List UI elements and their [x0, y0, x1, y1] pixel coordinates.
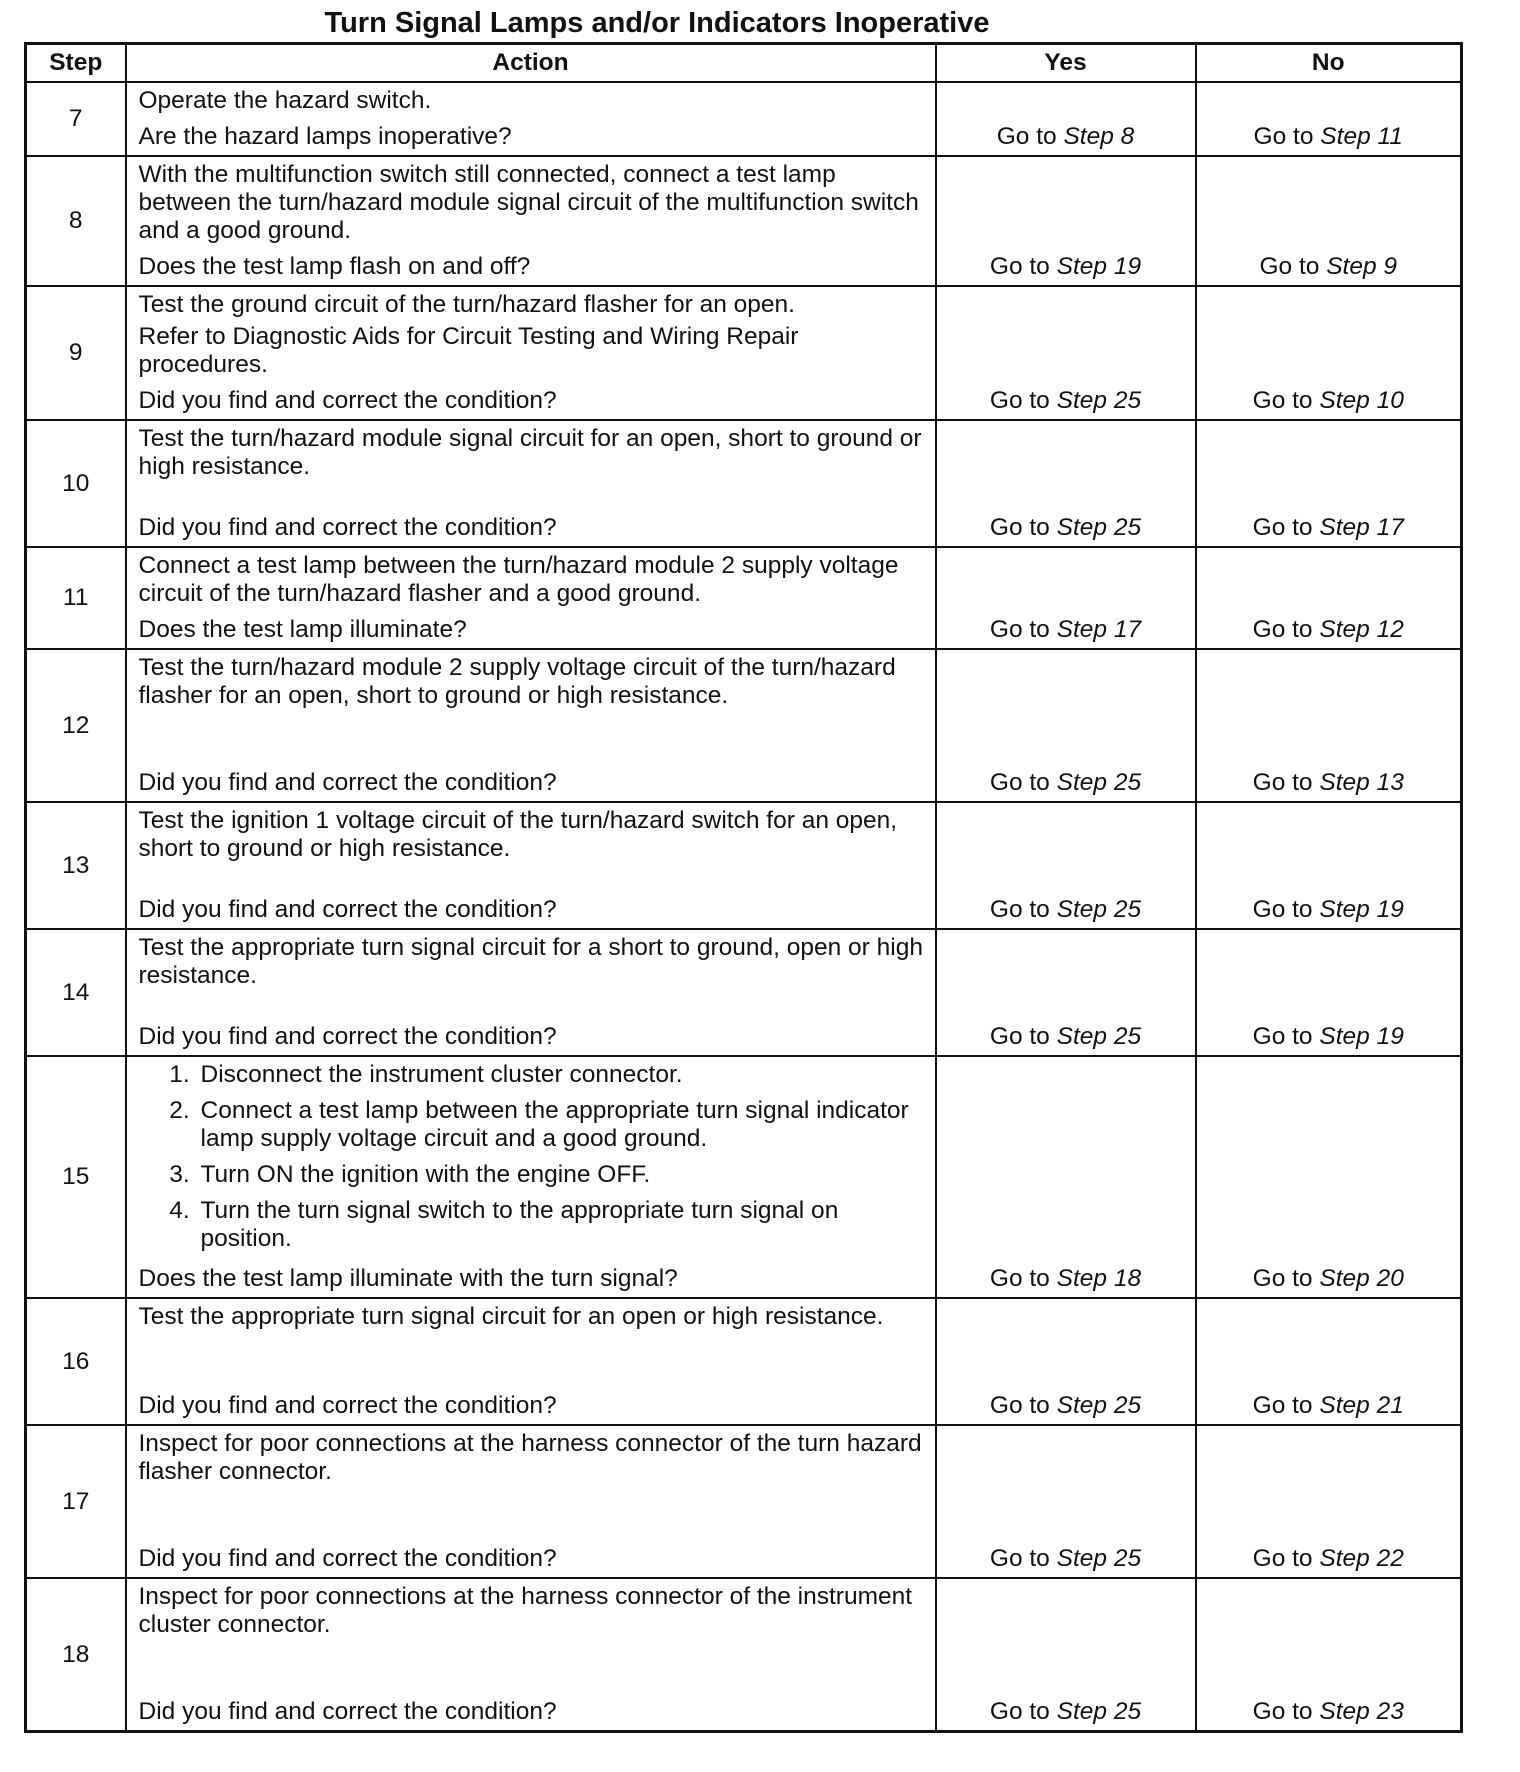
- column-header-action: Action: [126, 44, 936, 83]
- goto-prefix: Go to: [1252, 1023, 1313, 1050]
- goto-prefix: Go to: [1252, 1698, 1313, 1725]
- yes-result-cell: [936, 1056, 1196, 1298]
- table-row: [26, 1298, 1462, 1425]
- action-question: Did you find and correct the condition?: [138, 1392, 557, 1419]
- action-cell: [126, 802, 936, 929]
- procedure-list-item: 2. Connect a test lamp between the appropriate turn signal indicator lamp supply voltage circuit and a good ground.: [197, 1097, 925, 1153]
- table-row: [26, 802, 1462, 929]
- action-question: Does the test lamp flash on and off?: [138, 253, 531, 280]
- action-text: Refer to Diagnostic Aids for Circuit Testing and Wiring Repair procedures.: [138, 323, 799, 378]
- goto-prefix: Go to: [1252, 514, 1313, 541]
- goto-step-no: Step 19: [1319, 896, 1404, 923]
- yes-result-cell: [936, 420, 1196, 547]
- action-question: Did you find and correct the condition?: [138, 896, 557, 923]
- goto-prefix: Go to: [1259, 253, 1320, 280]
- goto-step-no: Step 17: [1319, 514, 1404, 541]
- no-result-cell: [1196, 547, 1462, 649]
- action-cell: [126, 1578, 936, 1732]
- action-question: Did you find and correct the condition?: [138, 514, 557, 541]
- goto-step-no: Step 23: [1319, 1698, 1404, 1725]
- yes-result-cell: [936, 547, 1196, 649]
- no-result-cell: [1196, 286, 1462, 420]
- no-result-cell: [1196, 420, 1462, 547]
- action-question: Does the test lamp illuminate with the turn signal?: [138, 1265, 678, 1292]
- action-cell: [126, 547, 936, 649]
- action-cell: [126, 1425, 936, 1578]
- document-page: [24, 4, 1460, 1733]
- action-cell: [126, 420, 936, 547]
- table-row: [26, 1578, 1462, 1732]
- goto-step-yes: Step 25: [1056, 387, 1142, 414]
- procedure-list-item: 3. Turn ON the ignition with the engine OFF.: [197, 1161, 925, 1189]
- action-text: With the multifunction switch still connected, connect a test lamp between the turn/hazard module signal circuit of the multifunction switch and a good ground.: [138, 161, 919, 244]
- action-text: Test the ground circuit of the turn/hazard flasher for an open.: [138, 291, 795, 318]
- goto-prefix: Go to: [996, 123, 1057, 150]
- goto-prefix: Go to: [989, 1392, 1050, 1419]
- yes-result-cell: [936, 649, 1196, 802]
- no-result-cell: [1196, 802, 1462, 929]
- no-result-cell: [1196, 1298, 1462, 1425]
- step-number: 12: [26, 649, 126, 802]
- no-result-cell: [1196, 1578, 1462, 1732]
- action-cell: [126, 156, 936, 286]
- action-question: Did you find and correct the condition?: [138, 1545, 557, 1572]
- goto-prefix: Go to: [1252, 769, 1313, 796]
- goto-prefix: Go to: [989, 1545, 1050, 1572]
- no-result-cell: [1196, 929, 1462, 1056]
- step-number: 16: [26, 1298, 126, 1425]
- action-question: Did you find and correct the condition?: [138, 387, 557, 414]
- action-text: Operate the hazard switch.: [138, 87, 432, 114]
- goto-step-yes: Step 25: [1056, 1392, 1142, 1419]
- goto-step-no: Step 13: [1319, 769, 1404, 796]
- action-text: Test the turn/hazard module 2 supply voltage circuit of the turn/hazard flasher for an open, short to ground or high resistance.: [138, 654, 896, 709]
- table-row: [26, 547, 1462, 649]
- goto-prefix: Go to: [989, 1265, 1050, 1292]
- action-question: Does the test lamp illuminate?: [138, 616, 467, 643]
- goto-step-yes: Step 19: [1056, 253, 1142, 280]
- goto-step-yes: Step 25: [1056, 896, 1142, 923]
- goto-prefix: Go to: [1252, 1545, 1313, 1572]
- goto-prefix: Go to: [1252, 1265, 1313, 1292]
- yes-result-cell: [936, 1298, 1196, 1425]
- action-question: Are the hazard lamps inoperative?: [138, 123, 512, 150]
- goto-step-yes: Step 25: [1056, 769, 1142, 796]
- goto-prefix: Go to: [989, 1698, 1050, 1725]
- goto-step-no: Step 10: [1319, 387, 1404, 414]
- table-row: [26, 286, 1462, 420]
- goto-prefix: Go to: [1253, 123, 1314, 150]
- goto-prefix: Go to: [1252, 616, 1313, 643]
- yes-result-cell: [936, 286, 1196, 420]
- step-number: 18: [26, 1578, 126, 1732]
- goto-prefix: Go to: [989, 387, 1050, 414]
- step-number: 17: [26, 1425, 126, 1578]
- action-text: Test the ignition 1 voltage circuit of the turn/hazard switch for an open, short to ground or high resistance.: [138, 807, 898, 862]
- goto-prefix: Go to: [1252, 387, 1313, 414]
- goto-step-no: Step 21: [1319, 1392, 1404, 1419]
- procedure-list-item: 1. Disconnect the instrument cluster connector.: [197, 1061, 925, 1089]
- action-cell: [126, 929, 936, 1056]
- goto-step-yes: Step 25: [1056, 1698, 1142, 1725]
- action-text: Test the appropriate turn signal circuit for an open or high resistance.: [138, 1303, 884, 1330]
- step-number: 8: [26, 156, 126, 286]
- action-text: Connect a test lamp between the turn/hazard module 2 supply voltage circuit of the turn/hazard flasher and a good ground.: [138, 552, 899, 607]
- action-procedure-list: [139, 1061, 925, 1253]
- yes-result-cell: [936, 156, 1196, 286]
- table-body: [26, 82, 1462, 1732]
- action-question: Did you find and correct the condition?: [138, 769, 557, 796]
- yes-result-cell: [936, 82, 1196, 156]
- step-number: 7: [26, 82, 126, 156]
- table-row: [26, 929, 1462, 1056]
- goto-step-no: Step 20: [1319, 1265, 1404, 1292]
- action-cell: [126, 286, 936, 420]
- no-result-cell: [1196, 82, 1462, 156]
- action-cell: [126, 82, 936, 156]
- action-text: Inspect for poor connections at the harness connector of the turn hazard flasher connector.: [138, 1430, 922, 1485]
- table-row: [26, 82, 1462, 156]
- goto-prefix: Go to: [989, 896, 1050, 923]
- action-cell: [126, 1298, 936, 1425]
- goto-step-yes: Step 25: [1056, 1545, 1142, 1572]
- no-result-cell: [1196, 649, 1462, 802]
- goto-step-yes: Step 17: [1056, 616, 1142, 643]
- table-row: [26, 156, 1462, 286]
- goto-prefix: Go to: [989, 1023, 1050, 1050]
- goto-prefix: Go to: [989, 253, 1050, 280]
- action-text: Test the appropriate turn signal circuit for a short to ground, open or high resistance.: [138, 934, 923, 989]
- yes-result-cell: [936, 1578, 1196, 1732]
- action-text: Test the turn/hazard module signal circuit for an open, short to ground or high resistance.: [138, 425, 922, 480]
- action-question: Did you find and correct the condition?: [138, 1698, 557, 1725]
- table-row: [26, 1056, 1462, 1298]
- no-result-cell: [1196, 1425, 1462, 1578]
- goto-step-no: Step 22: [1319, 1545, 1404, 1572]
- procedure-list-item: 4. Turn the turn signal switch to the appropriate turn signal on position.: [197, 1197, 925, 1253]
- step-number: 10: [26, 420, 126, 547]
- action-cell: [126, 649, 936, 802]
- diagnostic-table: [24, 42, 1463, 1733]
- action-text: Inspect for poor connections at the harness connector of the instrument cluster connector.: [138, 1583, 913, 1638]
- goto-step-yes: Step 8: [1063, 123, 1135, 150]
- table-header-row: [26, 44, 1462, 83]
- column-header-step: Step: [26, 44, 126, 83]
- goto-step-yes: Step 25: [1056, 514, 1142, 541]
- step-number: 9: [26, 286, 126, 420]
- step-number: 14: [26, 929, 126, 1056]
- goto-prefix: Go to: [989, 769, 1050, 796]
- column-header-no: No: [1196, 44, 1462, 83]
- table-row: [26, 1425, 1462, 1578]
- action-question: Did you find and correct the condition?: [138, 1023, 557, 1050]
- goto-prefix: Go to: [1252, 1392, 1313, 1419]
- goto-prefix: Go to: [1252, 896, 1313, 923]
- yes-result-cell: [936, 929, 1196, 1056]
- goto-step-yes: Step 25: [1056, 1023, 1142, 1050]
- table-row: [26, 420, 1462, 547]
- yes-result-cell: [936, 1425, 1196, 1578]
- goto-prefix: Go to: [989, 514, 1050, 541]
- goto-step-no: Step 11: [1320, 123, 1403, 150]
- goto-step-no: Step 9: [1326, 253, 1398, 280]
- step-number: 11: [26, 547, 126, 649]
- step-number: 15: [26, 1056, 126, 1298]
- step-number: 13: [26, 802, 126, 929]
- table-row: [26, 649, 1462, 802]
- goto-step-no: Step 19: [1319, 1023, 1404, 1050]
- goto-prefix: Go to: [989, 616, 1050, 643]
- goto-step-no: Step 12: [1319, 616, 1404, 643]
- yes-result-cell: [936, 802, 1196, 929]
- page-title: Turn Signal Lamps and/or Indicators Inoperative: [324, 7, 990, 39]
- no-result-cell: [1196, 156, 1462, 286]
- column-header-yes: Yes: [936, 44, 1196, 83]
- no-result-cell: [1196, 1056, 1462, 1298]
- goto-step-yes: Step 18: [1056, 1265, 1142, 1292]
- action-cell: [126, 1056, 936, 1298]
